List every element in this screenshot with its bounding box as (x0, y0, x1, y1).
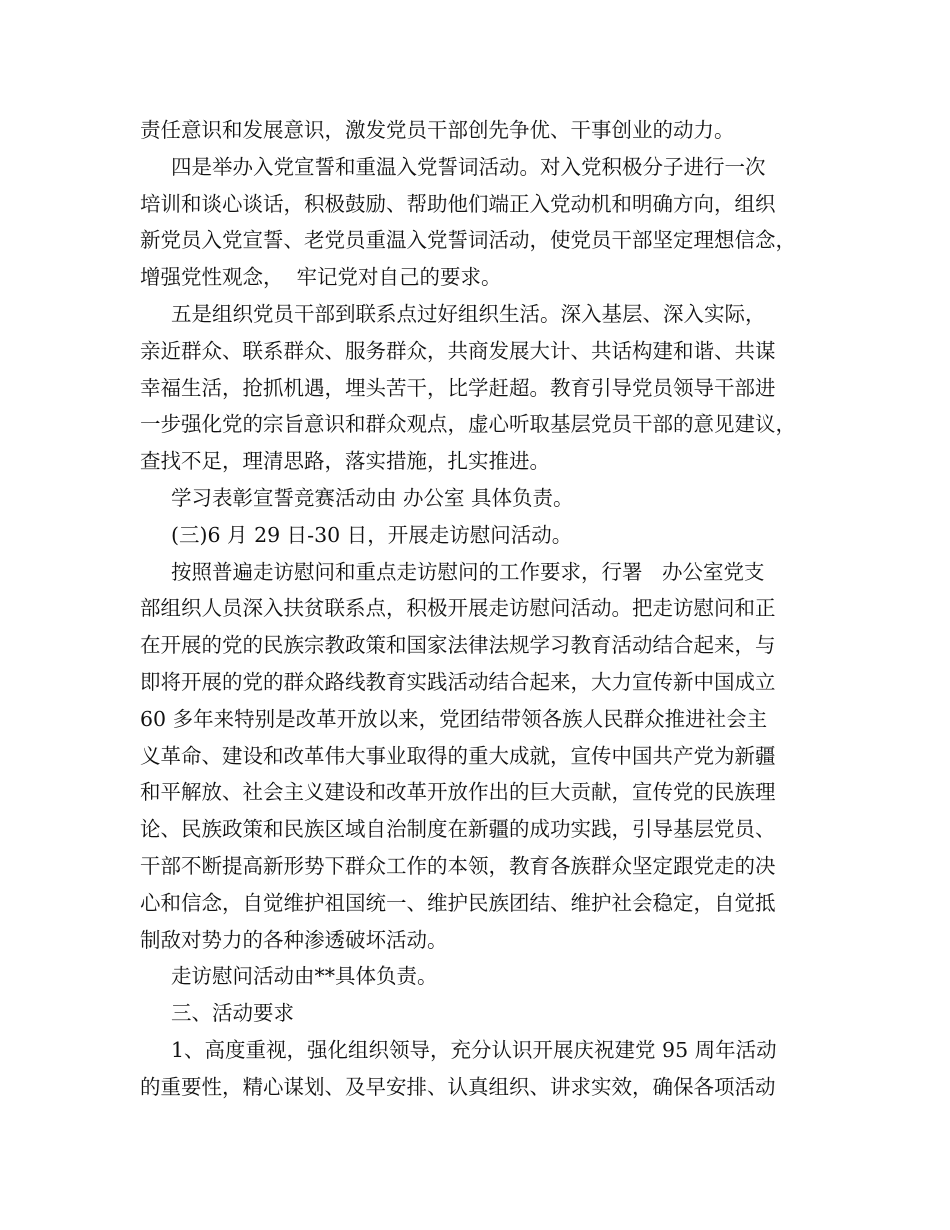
text-line: 新党员入党宣誓、老党员重温入党誓词活动，使党员干部坚定理想信念， (140, 228, 796, 253)
text-line: 和平解放、社会主义建设和改革开放作出的巨大贡献，宣传党的民族理 (140, 780, 776, 805)
text-line: 亲近群众、联系群众、服务群众，共商发展大计、共话构建和谐、共谋 (140, 338, 776, 363)
text-line: 三、活动要求 (171, 1001, 294, 1026)
paragraph (140, 480, 816, 517)
text-line: 即将开展的党的群众路线教育实践活动结合起来，大力宣传新中国成立 (140, 669, 776, 694)
text-line: 一步强化党的宗旨意识和群众观点，虚心听取基层党员干部的意见建议， (140, 412, 796, 437)
text-line: 心和信念，自觉维护祖国统一、维护民族团结、维护社会稳定，自觉抵 (140, 890, 776, 915)
paragraph (140, 112, 816, 149)
paragraph (140, 1032, 816, 1106)
text-line: 责任意识和发展意识，激发党员干部创先争优、干事创业的动力。 (140, 118, 735, 142)
text-line: 按照普遍走访慰问和重点走访慰问的工作要求，行署 办公室党支 (171, 559, 765, 584)
text-line: 走访慰问活动由**具体负责。 (171, 964, 438, 989)
document-body (140, 112, 816, 1106)
text-line: 增强党性观念， 牢记党对自己的要求。 (140, 265, 502, 290)
paragraph (140, 149, 816, 296)
paragraph (140, 296, 816, 480)
paragraph (140, 554, 816, 959)
text-line: 制敌对势力的各种渗透破坏活动。 (140, 927, 448, 952)
text-line: (三)6 月 29 日-30 日，开展走访慰问活动。 (171, 522, 573, 547)
text-line: 五是组织党员干部到联系点过好组织生活。深入基层、深入实际， (171, 301, 766, 326)
text-line: 干部不断提高新形势下群众工作的本领，教育各族群众坚定跟党走的决 (140, 853, 776, 878)
text-line: 在开展的党的民族宗教政策和国家法律法规学习教育活动结合起来，与 (140, 633, 776, 658)
text-line: 四是举办入党宣誓和重温入党誓词活动。对入党积极分子进行一次 (171, 154, 766, 179)
text-line: 幸福生活，抢抓机遇，埋头苦干，比学赶超。教育引导党员领导干部进 (140, 375, 776, 400)
text-line: 的重要性，精心谋划、及早安排、认真组织、讲求实效，确保各项活动 (140, 1074, 776, 1099)
text-line: 义革命、建设和改革伟大事业取得的重大成就，宣传中国共产党为新疆 (140, 743, 776, 768)
text-line: 1、高度重视，强化组织领导，充分认识开展庆祝建党 95 周年活动 (171, 1037, 777, 1062)
section-heading (140, 995, 816, 1032)
text-line: 培训和谈心谈话，积极鼓励、帮助他们端正入党动机和明确方向，组织 (140, 191, 776, 216)
text-line: 学习表彰宣誓竞赛活动由 办公室 具体负责。 (171, 485, 574, 510)
paragraph (140, 958, 816, 995)
text-line: 部组织人员深入扶贫联系点，积极开展走访慰问活动。把走访慰问和正 (140, 596, 776, 621)
text-line: 查找不足，理清思路，落实措施，扎实推进。 (140, 449, 550, 474)
text-line: 论、民族政策和民族区域自治制度在新疆的成功实践，引导基层党员、 (140, 817, 776, 842)
text-line: 60 多年来特别是改革开放以来，党团结带领各族人民群众推进社会主 (140, 706, 768, 731)
paragraph (140, 517, 816, 554)
